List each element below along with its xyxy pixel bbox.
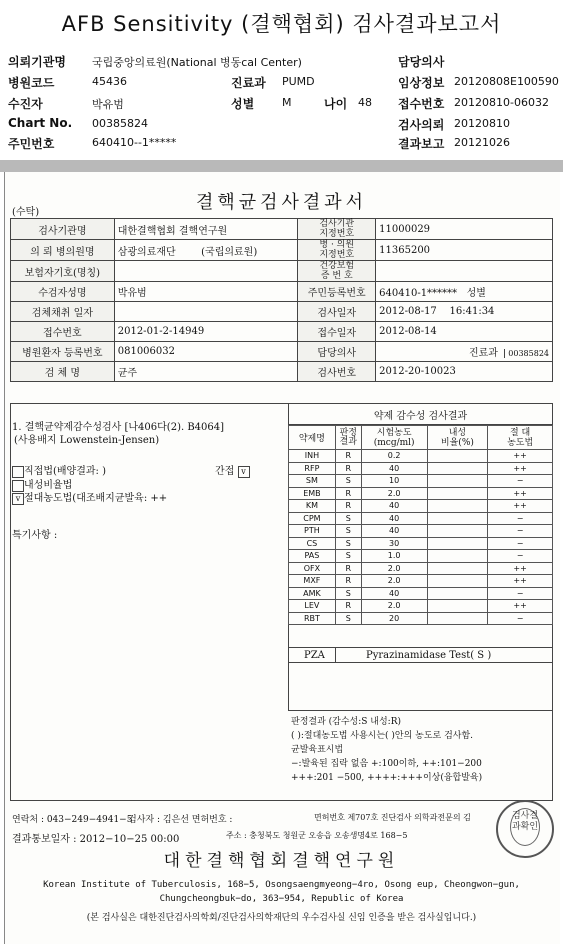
cell-ratio (427, 537, 488, 550)
cell-drug: PAS (289, 550, 336, 563)
cell-abs: ++ (488, 600, 553, 613)
certification-note: (본 검사실은 대한진단검사의학회/진단검사의학재단의 우수검사실 신임 인증을 받은 검사실입니다.) (86, 913, 477, 923)
header-separator (0, 160, 563, 172)
cell-abs: − (488, 475, 553, 488)
cell-abs: ++ (488, 562, 553, 575)
table-row (289, 450, 553, 463)
cell-conc: 2.0 (361, 487, 427, 500)
table-row (289, 562, 553, 575)
info-label: 검 체 명 (11, 362, 115, 382)
info-value: 081006032 (114, 342, 298, 362)
cell-abs: − (488, 512, 553, 525)
table-row (289, 512, 553, 525)
header-value: 45436 (92, 75, 127, 88)
cell-res: S (335, 525, 361, 538)
cell-res: S (335, 612, 361, 625)
footer-license: 면허번호 제707호 진단검사 의학과전문의 김 (314, 813, 471, 822)
info-value (114, 302, 298, 322)
cell-ratio (427, 525, 488, 538)
cell-conc: 40 (361, 500, 427, 513)
info-label: 검사기관명 (11, 219, 115, 240)
table-row (289, 575, 553, 588)
cell-abs: ++ (488, 500, 553, 513)
table-row (11, 362, 553, 382)
cell-ratio (427, 562, 488, 575)
header-label: 병원코드 (8, 76, 55, 90)
info-value: 11000029 (376, 219, 553, 240)
info-value: 2012-01-2-14949 (114, 322, 298, 342)
info-value: 박유범 (114, 282, 298, 302)
table-header-row (289, 426, 553, 450)
header-label: Chart No. (8, 116, 73, 130)
info-label: 담당의사 (298, 342, 376, 362)
cell-conc: 10 (361, 475, 427, 488)
legend-line: −:발육된 집락 없음 +:100이하, ++:101−200 (291, 759, 482, 769)
cell-drug: CS (289, 537, 336, 550)
checkbox-indirect[interactable]: v (238, 466, 250, 478)
susceptibility-table (288, 425, 553, 625)
cell-abs: − (488, 612, 553, 625)
legend-line: 균발육표시법 (291, 745, 344, 755)
cell-conc: 1.0 (361, 550, 427, 563)
info-value: 대한결핵협회 결핵연구원 (114, 219, 298, 240)
cell-drug: CPM (289, 512, 336, 525)
method-direct-label: 직접법(배양결과: ) (24, 466, 106, 477)
cell-res: S (335, 587, 361, 600)
cell-ratio (427, 462, 488, 475)
cell-drug: OFX (289, 562, 336, 575)
cell-drug: RFP (289, 462, 336, 475)
cell-ratio (427, 500, 488, 513)
cell-drug: LEV (289, 600, 336, 613)
cell-abs: ++ (488, 487, 553, 500)
info-value (376, 342, 553, 362)
table-row (11, 322, 553, 342)
cell-res: R (335, 487, 361, 500)
info-value: 2012-08-17 16:41:34 (376, 302, 553, 322)
info-value: 11365200 (376, 240, 553, 261)
method-absolute (12, 489, 167, 505)
cell-ratio (427, 475, 488, 488)
table-row (289, 537, 553, 550)
cell-res: S (335, 512, 361, 525)
cell-abs: − (488, 537, 553, 550)
header-value: 20120810-06032 (454, 96, 549, 109)
table-row (289, 587, 553, 600)
col-concentration: 시험농도 (mcg/ml) (361, 426, 427, 450)
header-value: 20120810 (454, 117, 510, 130)
info-label: 보험자기호(명칭) (11, 261, 115, 282)
table-row (11, 240, 553, 261)
header-value: 00385824 (92, 117, 148, 130)
frame-line (10, 403, 11, 801)
info-value (376, 282, 553, 302)
cell-ratio (427, 575, 488, 588)
cell-conc: 2.0 (361, 600, 427, 613)
institute-address-en-1: Korean Institute of Tuberculosis, 168−5, Osongsaengmyeong−4ro, Osong eup, Cheongwon−gun, (43, 880, 520, 890)
official-seal (496, 800, 554, 858)
table-row (289, 487, 553, 500)
header-label: 나이 (324, 97, 348, 111)
method-indirect-label: 간접 (215, 466, 235, 477)
cell-drug: RBT (289, 612, 336, 625)
info-label: 접수번호 (11, 322, 115, 342)
table-row (289, 612, 553, 625)
info-label: 건강보험 증 번 호 (298, 261, 376, 282)
table-row (11, 302, 553, 322)
info-value-main: 640410-1****** (379, 288, 458, 299)
info-value (114, 261, 298, 282)
table-row (289, 500, 553, 513)
frame-line (335, 647, 336, 662)
cell-res: R (335, 450, 361, 463)
table-row (289, 525, 553, 538)
institute-address-en-2: Chungcheongbuk−do, 363−954, Republic of Korea (159, 894, 404, 904)
legend-line: 판정결과 (감수성:S 내성:R) (291, 717, 401, 727)
report-header (8, 50, 559, 160)
cell-conc: 2.0 (361, 575, 427, 588)
footer-address: 주소 : 충청북도 청원군 오송읍 오송생명4로 168−5 (226, 831, 408, 840)
cell-conc: 40 (361, 525, 427, 538)
info-label: 접수일자 (298, 322, 376, 342)
header-value: 박유범 (92, 98, 124, 111)
header-label: 접수번호 (398, 97, 445, 111)
info-label: 병원환자 등록번호 (11, 342, 115, 362)
legend-line: +++:201 −500, ++++:+++이상(융합발육) (291, 773, 483, 783)
consignment-stamp: (수탁) (12, 207, 40, 218)
info-label: 병 · 의원 지정번호 (298, 240, 376, 261)
susceptibility-title: 약제 감수성 검사결과 (373, 411, 468, 422)
cell-drug: SM (289, 475, 336, 488)
table-row (289, 462, 553, 475)
cell-drug: PTH (289, 525, 336, 538)
header-label: 담당의사 (398, 55, 445, 69)
cell-drug: MXF (289, 575, 336, 588)
cell-ratio (427, 450, 488, 463)
cell-drug: AMK (289, 587, 336, 600)
pza-label: PZA (304, 650, 325, 661)
cell-ratio (427, 600, 488, 613)
cell-abs: ++ (488, 450, 553, 463)
cell-ratio (427, 587, 488, 600)
col-absolute: 절 대 농도법 (488, 426, 553, 450)
header-label: 주민번호 (8, 137, 55, 151)
header-label: 수진자 (8, 97, 43, 111)
table-row (289, 475, 553, 488)
institute-name-kr: 대한결핵협회결핵연구원 (163, 851, 400, 871)
col-result: 판정 결과 (335, 426, 361, 450)
medium-line: (사용배지 Lowenstein-Jensen) (14, 435, 160, 446)
info-value: 균주 (114, 362, 298, 382)
header-value: 국립중앙의료원(National 병동cal Center) (92, 56, 302, 69)
info-value-sub: (국립의료원) (201, 246, 258, 258)
header-value: PUMD (282, 75, 315, 88)
cell-abs: − (488, 525, 553, 538)
legend-line: ( ):절대농도법 사용시는( )안의 농도로 검사함. (291, 731, 474, 741)
method-absolute-label: 절대농도법(대조배지균발육: ++ (24, 493, 168, 504)
footer-contact: 연락처 : 043−249−4941−5 (12, 815, 133, 825)
info-value-main: 00385824 (504, 349, 549, 358)
cell-abs: ++ (488, 575, 553, 588)
cell-drug: KM (289, 500, 336, 513)
info-label: 검사기관 지정번호 (298, 219, 376, 240)
cell-conc: 40 (361, 587, 427, 600)
frame-line (288, 647, 553, 648)
cell-res: S (335, 475, 361, 488)
document-title: 결핵균검사결과서 (195, 192, 368, 213)
table-row (11, 342, 553, 362)
header-value: 48 (358, 96, 372, 109)
cell-res: R (335, 575, 361, 588)
cell-res: R (335, 600, 361, 613)
info-label: 검체채취 일자 (11, 302, 115, 322)
info-value: 2012-20-10023 (376, 362, 553, 382)
cell-conc: 40 (361, 512, 427, 525)
info-value: 2012-08-14 (376, 322, 553, 342)
cell-drug: INH (289, 450, 336, 463)
frame-line (288, 710, 553, 711)
header-label: 검사의뢰 (398, 118, 445, 132)
frame-line (10, 403, 553, 404)
method-indirect (215, 462, 250, 478)
cell-res: S (335, 537, 361, 550)
table-row (289, 550, 553, 563)
report-title: AFB Sensitivity (결핵협회) 검사결과보고서 (61, 12, 502, 36)
cell-res: R (335, 562, 361, 575)
cell-conc: 2.0 (361, 562, 427, 575)
cell-ratio (427, 487, 488, 500)
table-row (11, 261, 553, 282)
info-value (376, 261, 553, 282)
special-notes-label: 특기사항 : (12, 530, 58, 541)
header-value: M (282, 96, 292, 109)
cell-res: R (335, 500, 361, 513)
header-value: 20121026 (454, 136, 510, 149)
cell-res: S (335, 550, 361, 563)
table-row (11, 219, 553, 240)
cell-conc: 20 (361, 612, 427, 625)
info-label: 의 뢰 병의원명 (11, 240, 115, 261)
info-label: 주민등록번호 (298, 282, 376, 302)
info-value (114, 240, 298, 261)
cell-ratio (427, 550, 488, 563)
frame-line (288, 662, 553, 663)
header-label: 진료과 (231, 76, 266, 90)
cell-abs: ++ (488, 462, 553, 475)
header-value: 640410--1***** (92, 136, 177, 149)
footer-examiner: 검사자 : 김은선 면허번호 : (128, 815, 233, 825)
checkbox-absolute[interactable]: v (12, 493, 24, 505)
cell-conc: 30 (361, 537, 427, 550)
frame-line (10, 800, 553, 801)
header-label: 임상정보 (398, 76, 445, 90)
header-label: 결과보고 (398, 137, 445, 151)
header-label: 의뢰기관명 (8, 55, 66, 69)
cell-drug: EMB (289, 487, 336, 500)
footer-report-date: 결과통보일자 : 2012−10−25 00:00 (12, 834, 180, 845)
cell-conc: 0.2 (361, 450, 427, 463)
table-row (11, 282, 553, 302)
header-value: 20120808E100590 (454, 75, 559, 88)
method-ratio-label: 내성비율법 (24, 480, 73, 491)
seal-text: 검사결과확인 (510, 808, 540, 846)
info-label: 수검자성명 (11, 282, 115, 302)
info-label: 진료과 (468, 348, 498, 359)
pza-value: Pyrazinamidase Test( S ) (366, 650, 492, 661)
cell-abs: − (488, 550, 553, 563)
col-ratio: 내성 비율(%) (427, 426, 488, 450)
cell-res: R (335, 462, 361, 475)
cell-ratio (427, 612, 488, 625)
test-method-line: 1. 결핵균약제감수성검사 [나406다(2). B4064] (12, 422, 225, 433)
info-value-main: 삼광의료재단 (117, 246, 176, 258)
cell-abs: − (488, 587, 553, 600)
col-drug: 약제명 (289, 426, 336, 450)
table-row (289, 600, 553, 613)
cell-conc: 40 (361, 462, 427, 475)
cell-ratio (427, 512, 488, 525)
info-label: 검사일자 (298, 302, 376, 322)
info-label: 검사번호 (298, 362, 376, 382)
info-label: 성별 (466, 288, 486, 299)
header-label: 성별 (231, 97, 255, 111)
info-table (10, 218, 553, 382)
